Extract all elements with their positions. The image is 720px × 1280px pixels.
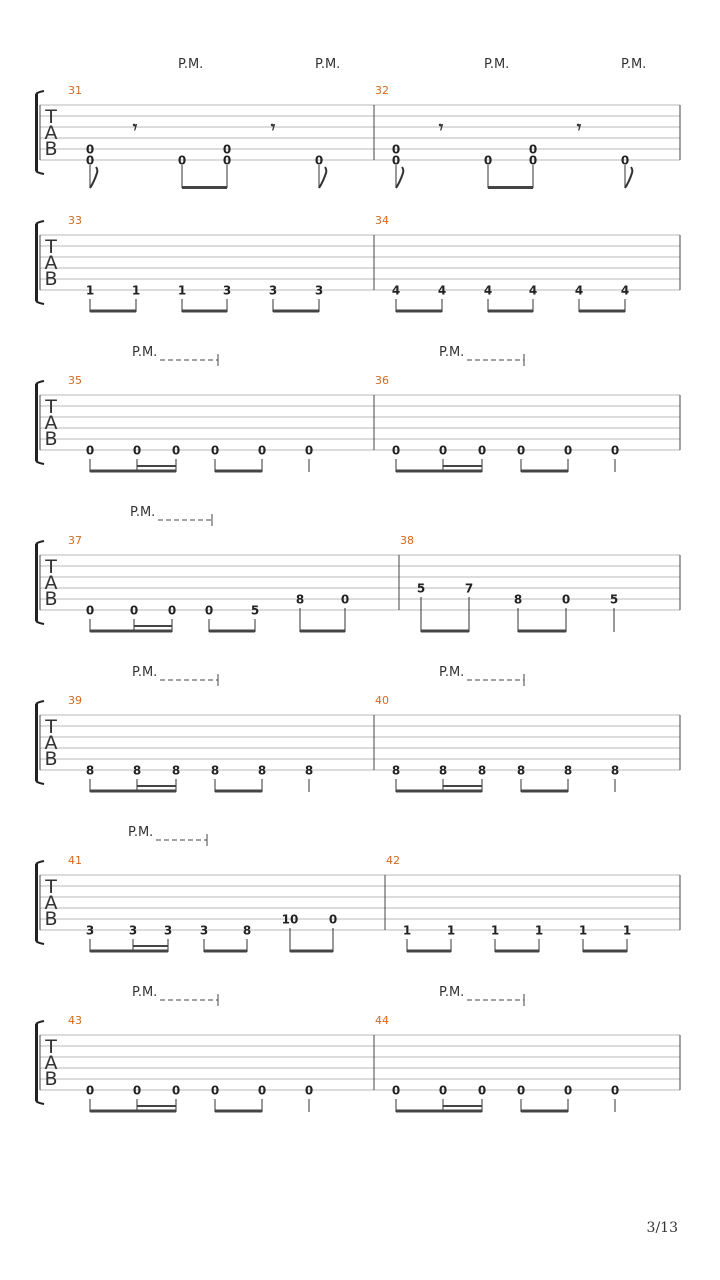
fret-number: 8 (242, 923, 252, 938)
fret-number: 0 (563, 443, 573, 458)
fret-number: 3 (85, 923, 95, 938)
fret-number: 8 (171, 763, 181, 778)
fret-number: 0 (85, 153, 95, 168)
bracket-bottom-hook (36, 171, 44, 174)
tab-clef-letter: T (45, 1036, 57, 1058)
fret-number: 3 (222, 283, 232, 298)
measure-33 (68, 214, 323, 312)
tab-clef-letter: A (44, 412, 58, 434)
measure-number: 31 (68, 84, 82, 97)
measure-number: 41 (68, 854, 82, 867)
fret-number: 5 (609, 592, 619, 607)
fret-number: 0 (391, 142, 401, 157)
tab-clef-letter: A (44, 892, 58, 914)
tab-system (36, 345, 680, 472)
measure-number: 40 (375, 694, 389, 707)
bracket-bottom-hook (36, 461, 44, 464)
fret-number: 0 (132, 443, 142, 458)
fret-number: 0 (528, 142, 538, 157)
page-number: 3/13 (646, 1220, 678, 1236)
tab-clef-letter: A (44, 572, 58, 594)
measure-number: 43 (68, 1014, 82, 1027)
measure-number: 44 (375, 1014, 389, 1027)
note-flag (90, 167, 97, 188)
fret-number: 3 (163, 923, 173, 938)
fret-number: 0 (177, 153, 187, 168)
fret-number: 4 (437, 283, 447, 298)
fret-number: 0 (222, 153, 232, 168)
tab-system (36, 214, 680, 312)
fret-number: 0 (171, 1083, 181, 1098)
fret-number: 0 (610, 443, 620, 458)
fret-number: 1 (85, 283, 95, 298)
fret-number: 3 (199, 923, 209, 938)
tab-clef-letter: T (45, 556, 57, 578)
eighth-rest: 𝄾 (270, 118, 276, 138)
fret-number: 0 (85, 142, 95, 157)
tab-clef-letter: B (44, 1068, 58, 1090)
fret-number: 4 (391, 283, 401, 298)
fret-number: 1 (622, 923, 632, 938)
fret-number: 8 (438, 763, 448, 778)
fret-number: 0 (257, 443, 267, 458)
measure-number: 37 (68, 534, 82, 547)
fret-number: 0 (167, 603, 177, 618)
fret-number: 4 (483, 283, 493, 298)
palm-mute-label: P.M. (621, 57, 647, 72)
fret-number: 8 (304, 763, 314, 778)
measure-number: 32 (375, 84, 389, 97)
fret-number: 1 (578, 923, 588, 938)
fret-number: 0 (85, 1083, 95, 1098)
fret-number: 0 (210, 1083, 220, 1098)
fret-number: 1 (131, 283, 141, 298)
fret-number: 0 (516, 1083, 526, 1098)
tab-clef-letter: A (44, 1052, 58, 1074)
fret-number: 0 (391, 153, 401, 168)
fret-number: 0 (610, 1083, 620, 1098)
palm-mute-label: P.M. (178, 57, 204, 72)
fret-number: 0 (563, 1083, 573, 1098)
tab-clef-letter: T (45, 236, 57, 258)
tab-clef-letter: B (44, 428, 58, 450)
tab-clef-letter: A (44, 122, 58, 144)
measure-32 (375, 57, 646, 188)
fret-number: 0 (129, 603, 139, 618)
fret-number: 4 (620, 283, 630, 298)
fret-number: 8 (85, 763, 95, 778)
bracket-top-hook (36, 221, 44, 224)
measure-36 (375, 345, 619, 472)
palm-mute-label: P.M. (132, 345, 158, 360)
palm-mute-label: P.M. (484, 57, 510, 72)
fret-number: 0 (438, 443, 448, 458)
measure-43 (68, 985, 313, 1112)
measure-number: 35 (68, 374, 82, 387)
measure-40 (375, 665, 619, 792)
bracket-bottom-hook (36, 1101, 44, 1104)
tab-system (36, 505, 680, 632)
tab-clef-letter: B (44, 588, 58, 610)
tab-system (36, 57, 680, 188)
fret-number: 0 (222, 142, 232, 157)
fret-number: 0 (620, 153, 630, 168)
measure-number: 36 (375, 374, 389, 387)
fret-number: 0 (477, 1083, 487, 1098)
palm-mute-label: P.M. (130, 505, 156, 520)
fret-number: 1 (446, 923, 456, 938)
fret-number: 3 (128, 923, 138, 938)
fret-number: 8 (257, 763, 267, 778)
fret-number: 0 (210, 443, 220, 458)
tab-system (36, 985, 680, 1112)
fret-number: 8 (563, 763, 573, 778)
bracket-top-hook (36, 701, 44, 704)
note-flag (625, 167, 632, 188)
measure-34 (375, 214, 629, 312)
fret-number: 8 (516, 763, 526, 778)
fret-number: 0 (438, 1083, 448, 1098)
bracket-bottom-hook (36, 301, 44, 304)
bracket-bottom-hook (36, 621, 44, 624)
measure-35 (68, 345, 313, 472)
fret-number: 1 (177, 283, 187, 298)
bracket-top-hook (36, 1021, 44, 1024)
eighth-rest: 𝄾 (132, 118, 138, 138)
fret-number: 8 (132, 763, 142, 778)
measure-42 (386, 854, 631, 952)
fret-number: 1 (534, 923, 544, 938)
eighth-rest: 𝄾 (438, 118, 444, 138)
palm-mute-label: P.M. (439, 985, 465, 1000)
bracket-top-hook (36, 541, 44, 544)
tab-clef-letter: B (44, 268, 58, 290)
fret-number: 0 (304, 443, 314, 458)
bracket-bottom-hook (36, 781, 44, 784)
fret-number: 8 (295, 592, 305, 607)
fret-number: 4 (574, 283, 584, 298)
fret-number: 0 (340, 592, 350, 607)
fret-number: 0 (328, 912, 338, 927)
measure-number: 38 (400, 534, 414, 547)
tab-clef-letter: A (44, 252, 58, 274)
palm-mute-label: P.M. (315, 57, 341, 72)
fret-number: 8 (610, 763, 620, 778)
palm-mute-label: P.M. (439, 345, 465, 360)
tab-system (36, 825, 680, 952)
fret-number: 8 (477, 763, 487, 778)
fret-number: 0 (391, 443, 401, 458)
fret-number: 0 (314, 153, 324, 168)
note-flag (396, 167, 403, 188)
tab-clef-letter: A (44, 732, 58, 754)
bracket-top-hook (36, 861, 44, 864)
measure-41 (68, 825, 337, 952)
tab-clef-letter: B (44, 908, 58, 930)
fret-number: 3 (268, 283, 278, 298)
measure-number: 39 (68, 694, 82, 707)
measure-number: 33 (68, 214, 82, 227)
fret-number: 3 (314, 283, 324, 298)
measure-number: 42 (386, 854, 400, 867)
eighth-rest: 𝄾 (576, 118, 582, 138)
fret-number: 0 (483, 153, 493, 168)
tab-clef-letter: T (45, 106, 57, 128)
measure-44 (375, 985, 619, 1112)
fret-number: 10 (281, 912, 299, 927)
tab-clef-letter: T (45, 716, 57, 738)
fret-number: 0 (171, 443, 181, 458)
bracket-top-hook (36, 381, 44, 384)
fret-number: 0 (391, 1083, 401, 1098)
bracket-top-hook (36, 91, 44, 94)
fret-number: 5 (250, 603, 260, 618)
measure-37 (68, 505, 349, 632)
fret-number: 0 (132, 1083, 142, 1098)
palm-mute-label: P.M. (132, 985, 158, 1000)
fret-number: 0 (304, 1083, 314, 1098)
measure-39 (68, 665, 313, 792)
fret-number: 1 (490, 923, 500, 938)
fret-number: 8 (210, 763, 220, 778)
fret-number: 0 (516, 443, 526, 458)
fret-number: 8 (513, 592, 523, 607)
fret-number: 5 (416, 581, 426, 596)
tab-clef-letter: B (44, 138, 58, 160)
palm-mute-label: P.M. (439, 665, 465, 680)
fret-number: 0 (561, 592, 571, 607)
bracket-bottom-hook (36, 941, 44, 944)
tab-clef-letter: B (44, 748, 58, 770)
measure-31 (68, 57, 340, 188)
measure-38 (400, 534, 618, 632)
fret-number: 7 (464, 581, 474, 596)
fret-number: 8 (391, 763, 401, 778)
measure-number: 34 (375, 214, 389, 227)
note-flag (319, 167, 326, 188)
fret-number: 0 (85, 603, 95, 618)
tab-clef-letter: T (45, 396, 57, 418)
fret-number: 0 (257, 1083, 267, 1098)
fret-number: 4 (528, 283, 538, 298)
fret-number: 0 (204, 603, 214, 618)
fret-number: 1 (402, 923, 412, 938)
tab-system (36, 665, 680, 792)
fret-number: 0 (528, 153, 538, 168)
tab-clef-letter: T (45, 876, 57, 898)
palm-mute-label: P.M. (128, 825, 154, 840)
fret-number: 0 (85, 443, 95, 458)
palm-mute-label: P.M. (132, 665, 158, 680)
fret-number: 0 (477, 443, 487, 458)
